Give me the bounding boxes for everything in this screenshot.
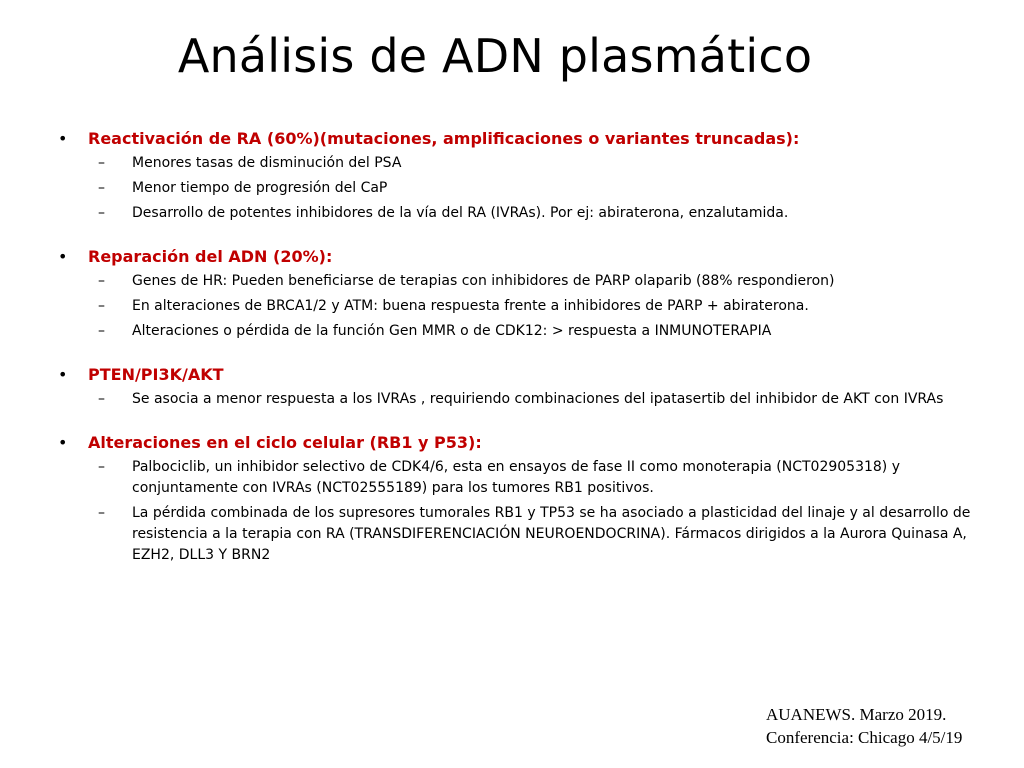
sub-item: [50, 153, 980, 174]
sub-item: [50, 203, 980, 224]
dash-icon: –: [98, 155, 105, 171]
heading-text: Reactivación de RA (60%)(mutaciones, amplificaciones o variantes truncadas):: [88, 129, 800, 148]
sub-item: [50, 321, 980, 342]
sub-item: [50, 178, 980, 199]
heading-text: Alteraciones en el ciclo celular (RB1 y P53):: [88, 433, 482, 452]
bullet-heading: [50, 128, 980, 150]
sub-item-text: Palbociclib, un inhibidor selectivo de CDK4/6, esta en ensayos de fase II como monoterapia (NCT02905318) y conjuntamente con IVRAs (NCT02555189) para los tumores RB1 positivos.: [132, 459, 901, 496]
sub-item: [50, 503, 980, 566]
dash-icon: –: [98, 505, 105, 521]
sub-item-text: Alteraciones o pérdida de la función Gen MMR o de CDK12: > respuesta a INMUNOTERAPIA: [132, 323, 772, 339]
bullet-icon: •: [58, 247, 68, 266]
bullet-heading: [50, 432, 980, 454]
sub-list: [50, 457, 980, 566]
bullet-icon: •: [58, 365, 68, 384]
heading-text: Reparación del ADN (20%):: [88, 247, 333, 266]
dash-icon: –: [98, 459, 105, 475]
section-reparacion-adn: [50, 246, 980, 342]
sub-item-text: Se asocia a menor respuesta a los IVRAs , requiriendo combinaciones del ipatasertib del inhibidor de AKT con IVRAs: [132, 391, 944, 407]
sub-item-text: En alteraciones de BRCA1/2 y ATM: buena respuesta frente a inhibidores de PARP + abiraterona.: [132, 298, 809, 314]
heading-text: PTEN/PI3K/AKT: [88, 365, 224, 384]
sub-list: [50, 389, 980, 410]
sub-list: [50, 153, 980, 224]
dash-icon: –: [98, 273, 105, 289]
dash-icon: –: [98, 298, 105, 314]
sub-item: [50, 271, 980, 292]
sub-list: [50, 271, 980, 342]
reference-line-1: AUANEWS. Marzo 2019.: [766, 705, 947, 724]
dash-icon: –: [98, 323, 105, 339]
sub-item: [50, 457, 980, 499]
reference-line-2: Conferencia: Chicago 4/5/19: [766, 728, 963, 747]
sub-item-text: Desarrollo de potentes inhibidores de la vía del RA (IVRAs). Por ej: abiraterona, enzalutamida.: [132, 205, 789, 221]
sub-item: [50, 296, 980, 317]
sub-item-text: La pérdida combinada de los supresores tumorales RB1 y TP53 se ha asociado a plasticidad del linaje y al desarrollo de resistencia a la terapia con RA (TRANSDIFERENCIACIÓN NEUROENDOCRINA). Fármacos dirigidos a la Aurora Quinasa A, EZH2, DLL3 Y BRN2: [132, 505, 971, 563]
bullet-icon: •: [58, 129, 68, 148]
reference-note: [766, 703, 962, 749]
section-reactivacion-ra: [50, 128, 980, 224]
section-ciclo-celular: [50, 432, 980, 566]
bullet-heading: [50, 246, 980, 268]
sub-item-text: Genes de HR: Pueden beneficiarse de terapias con inhibidores de PARP olaparib (88% respondieron): [132, 273, 835, 289]
sub-item: [50, 389, 980, 410]
sub-item-text: Menores tasas de disminución del PSA: [132, 155, 402, 171]
section-pten-pi3k-akt: [50, 364, 980, 410]
bullet-heading: [50, 364, 980, 386]
slide-title: Análisis de ADN plasmático: [177, 29, 813, 83]
slide-content: [50, 128, 980, 588]
dash-icon: –: [98, 180, 105, 196]
bullet-icon: •: [58, 433, 68, 452]
dash-icon: –: [98, 205, 105, 221]
dash-icon: –: [98, 391, 105, 407]
sub-item-text: Menor tiempo de progresión del CaP: [132, 180, 388, 196]
